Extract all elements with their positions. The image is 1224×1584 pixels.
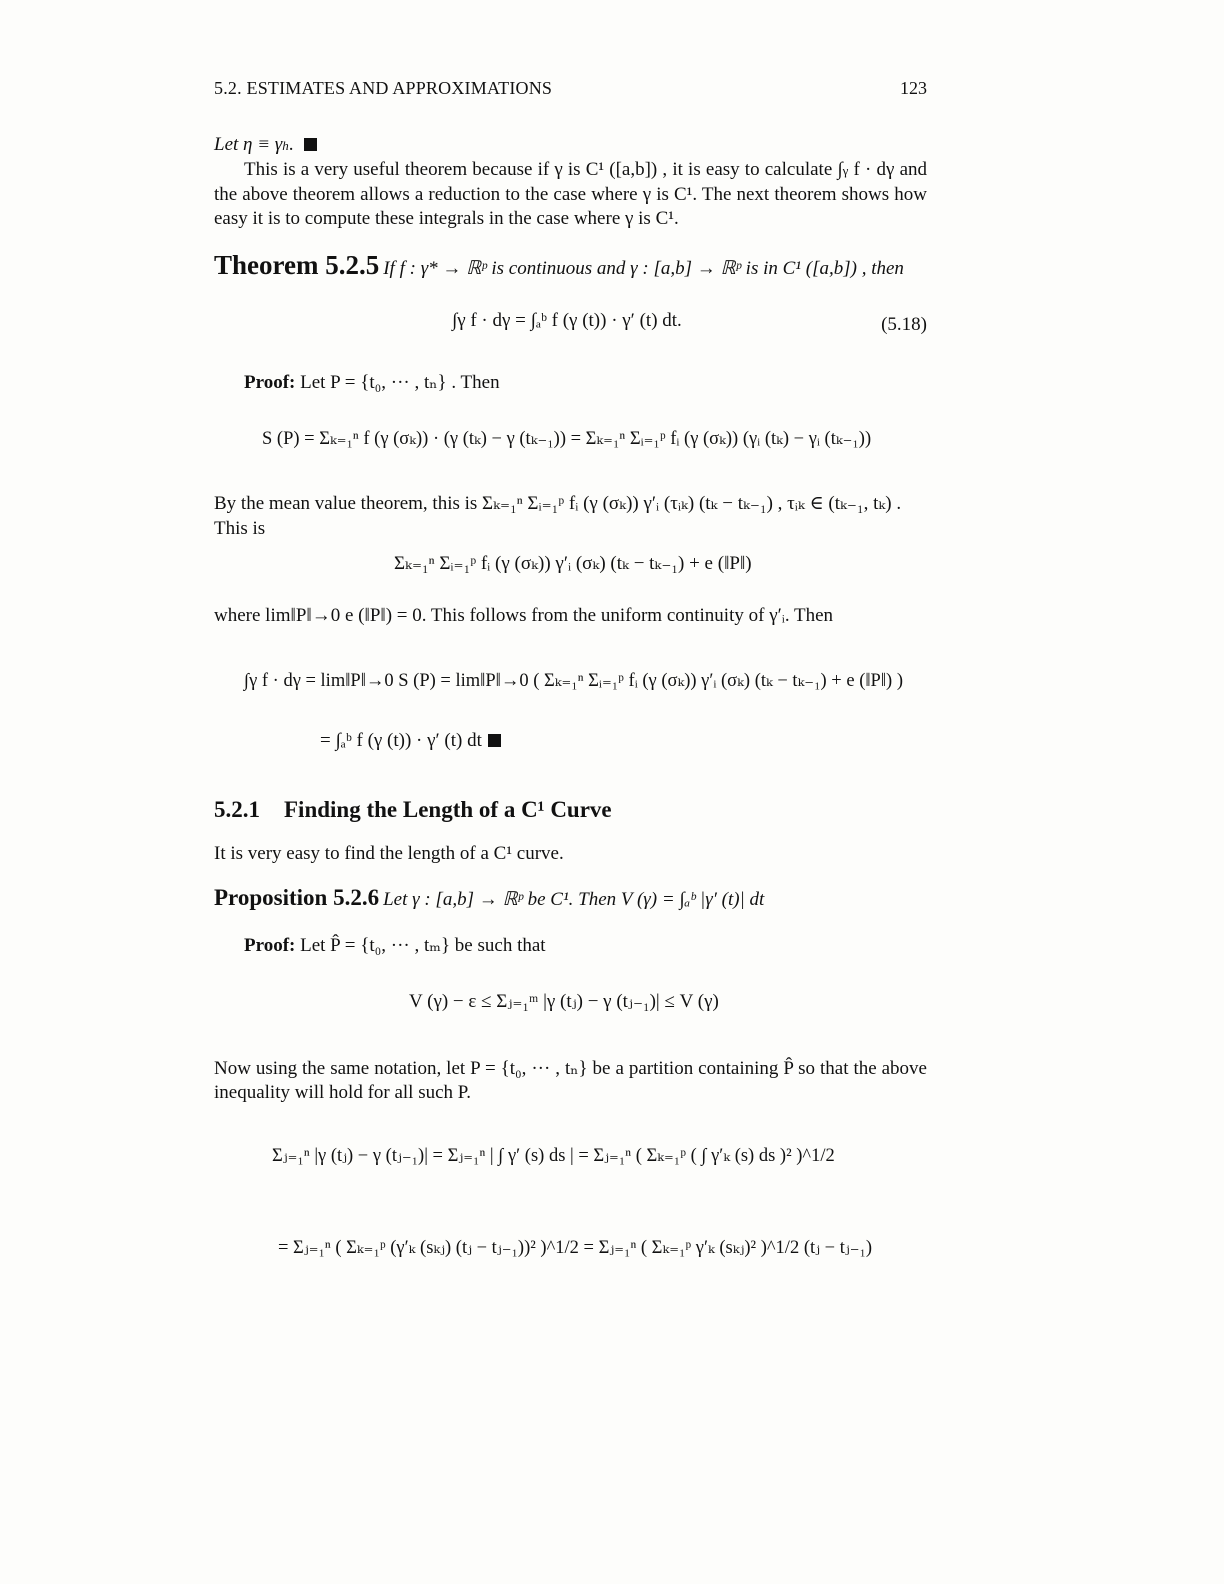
equation-number: (5.18) [881,314,927,335]
proposition-label: Proposition 5.2.6 [214,885,380,910]
section-heading [214,797,612,823]
this-is-line: This is [214,518,266,539]
section-intro: It is very easy to find the length of a C¹ curve. [214,843,564,864]
section-number: 5.2.1 [214,797,260,822]
proof-1-line [244,371,500,395]
proposition-statement [214,885,764,912]
let-eta-text: Let η ≡ γ [214,134,283,155]
let-eta-sub: h [282,138,289,153]
paragraph-intro-text: This is a very useful theorem because if γ is C¹ ([a,b]) , it is easy to calculate ∫ [244,159,843,180]
qed-box [488,734,501,747]
theorem-label: Theorem 5.2.5 [214,250,380,280]
equation-5-18: ∫γ f · dγ = ∫ₐᵇ f (γ (t)) · γ′ (t) dt. [452,310,682,331]
proof-label: Proof: [244,372,296,393]
let-eta-line: Let η ≡ γh. [214,133,317,158]
equation-riemann-sum: S (P) = Σₖ₌₁ⁿ f (γ (σₖ)) · (γ (tₖ) − γ (tₖ₋₁)) = Σₖ₌₁ⁿ Σᵢ₌₁ᵖ fᵢ (γ (σₖ)) (γᵢ (tₖ) − γᵢ (tₖ₋₁)) [262,429,872,449]
proof-2-text: Let P̂ = {t₀, ··· , tₘ} be such that [300,935,546,956]
equation-length-1: Σⱼ₌₁ⁿ |γ (tⱼ) − γ (tⱼ₋₁)| = Σⱼ₌₁ⁿ | ∫ γ′ (s) ds | = Σⱼ₌₁ⁿ ( Σₖ₌₁ᵖ ( ∫ γ′ₖ (s) ds )² )^1/2 [272,1146,835,1166]
equation-final-line-1: ∫γ f · dγ = lim‖P‖→0 S (P) = lim‖P‖→0 ( Σₖ₌₁ⁿ Σᵢ₌₁ᵖ fᵢ (γ (σₖ)) γ′ᵢ (σₖ) (tₖ − tₖ₋₁) + e (‖P‖) ) [244,671,903,691]
qed-box [304,138,317,151]
theorem-statement [214,250,904,281]
paragraph-intro-sub: γ [842,163,849,178]
paragraph-partition: Now using the same notation, let P = {t₀, ··· , tₙ} be a partition containing P̂ so that the above inequality will hold for all such P. [214,1058,927,1103]
equation-final-line-2 [320,730,501,752]
paragraph-intro [214,158,927,231]
equation-final-line-2-text: = ∫ₐᵇ f (γ (t)) · γ′ (t) dt [320,730,482,751]
where-line: where lim‖P‖→0 e (‖P‖) = 0. This follows from the uniform continuity of γ′ᵢ. Then [214,605,834,626]
proof-label-2: Proof: [244,935,296,956]
proof-1-text: Let P = {t₀, ··· , tₙ} . Then [300,372,500,393]
proof-2-line [244,934,546,958]
equation-approximation: Σₖ₌₁ⁿ Σᵢ₌₁ᵖ fᵢ (γ (σₖ)) γ′ᵢ (σₖ) (tₖ − tₖ₋₁) + e (‖P‖) [394,553,752,574]
proposition-text: Let γ : [a,b] → ℝᵖ be C¹. Then V (γ) = ∫ₐᵇ |γ′ (t)| dt [383,889,765,910]
running-title: 5.2. ESTIMATES AND APPROXIMATIONS [214,78,553,98]
mean-value-line: By the mean value theorem, this is Σₖ₌₁ⁿ Σᵢ₌₁ᵖ fᵢ (γ (σₖ)) γ′ᵢ (τᵢₖ) (tₖ − tₖ₋₁) , τᵢₖ ∈ (tₖ₋₁, tₖ) . [214,493,902,514]
equation-length-2: = Σⱼ₌₁ⁿ ( Σₖ₌₁ᵖ (γ′ₖ (sₖⱼ) (tⱼ − tⱼ₋₁))² )^1/2 = Σⱼ₌₁ⁿ ( Σₖ₌₁ᵖ γ′ₖ (sₖⱼ)² )^1/2 (tⱼ − tⱼ₋₁) [278,1238,873,1258]
section-title: Finding the Length of a C¹ Curve [284,797,612,822]
theorem-text: If f : γ* → ℝᵖ is continuous and γ : [a,b] → ℝᵖ is in C¹ ([a,b]) , then [383,258,904,279]
paragraph-intro-tail: f · dγ and the above theorem allows a reduction to the case where γ is C¹. The next theorem shows how easy it is to compute these integrals in the case where γ is C¹. [214,159,928,229]
page-number: 123 [900,78,927,98]
page [214,0,927,1584]
equation-inequality: V (γ) − ε ≤ Σⱼ₌₁ᵐ |γ (tⱼ) − γ (tⱼ₋₁)| ≤ V (γ) [409,991,719,1012]
